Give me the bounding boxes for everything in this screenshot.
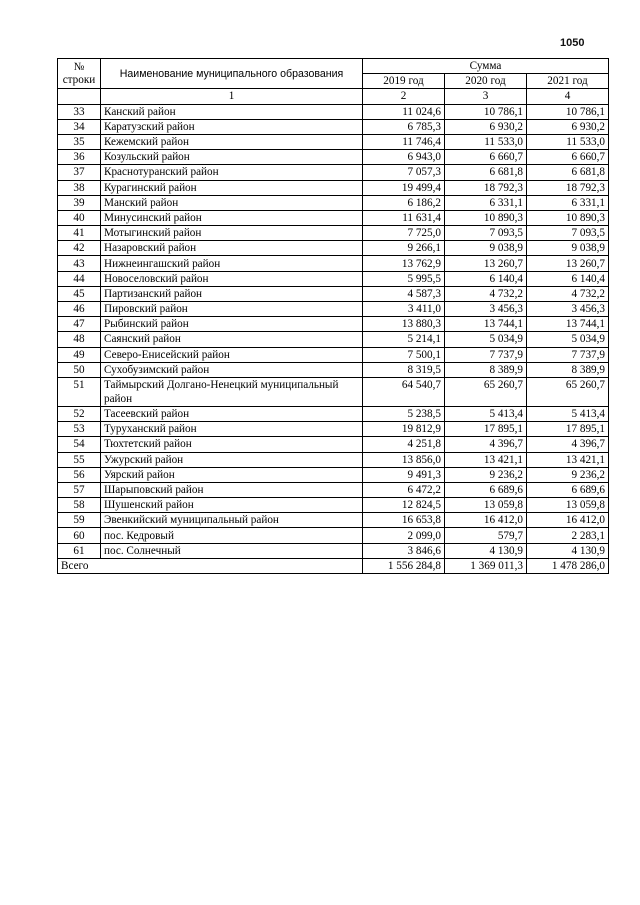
table-row: [58, 210, 609, 225]
row-name: Кежемский район: [101, 134, 363, 149]
total-2019: 1 556 284,8: [363, 558, 445, 573]
table-row: [58, 286, 609, 301]
row-name: Таймырский Долгано-Ненецкий муниципальный район: [101, 377, 363, 406]
row-value-2019: 11 746,4: [363, 134, 445, 149]
row-number: 48: [58, 332, 101, 347]
row-value-2019: 7 500,1: [363, 347, 445, 362]
total-2021: 1 478 286,0: [527, 558, 609, 573]
row-value-2019: 4 587,3: [363, 286, 445, 301]
row-value-2020: 11 533,0: [445, 134, 527, 149]
header-col-index: 1: [101, 89, 363, 104]
row-name: Каратузский район: [101, 119, 363, 134]
row-value-2020: 9 236,2: [445, 467, 527, 482]
row-number: 36: [58, 150, 101, 165]
row-value-2019: 7 057,3: [363, 165, 445, 180]
row-number: 50: [58, 362, 101, 377]
row-number: 60: [58, 528, 101, 543]
row-number: 61: [58, 543, 101, 558]
row-value-2020: 18 792,3: [445, 180, 527, 195]
table-row: [58, 119, 609, 134]
table-row: [58, 165, 609, 180]
row-number: 44: [58, 271, 101, 286]
row-value-2020: 17 895,1: [445, 422, 527, 437]
table-row: [58, 134, 609, 149]
row-number: 59: [58, 513, 101, 528]
row-value-2020: 6 689,6: [445, 482, 527, 497]
row-value-2019: 3 846,6: [363, 543, 445, 558]
row-value-2020: 4 396,7: [445, 437, 527, 452]
row-value-2019: 7 725,0: [363, 226, 445, 241]
table-row: [58, 195, 609, 210]
row-name: Новоселовский район: [101, 271, 363, 286]
row-value-2019: 13 856,0: [363, 452, 445, 467]
row-name: Нижнеингашский район: [101, 256, 363, 271]
row-value-2020: 5 413,4: [445, 406, 527, 421]
row-value-2021: 3 456,3: [527, 302, 609, 317]
row-value-2021: 18 792,3: [527, 180, 609, 195]
row-name: Курагинский район: [101, 180, 363, 195]
row-value-2019: 3 411,0: [363, 302, 445, 317]
row-number: 39: [58, 195, 101, 210]
row-value-2019: 19 812,9: [363, 422, 445, 437]
budget-table: [57, 58, 609, 574]
table-row: [58, 543, 609, 558]
row-value-2019: 64 540,7: [363, 377, 445, 406]
header-col-index: 3: [445, 89, 527, 104]
row-name: Шушенский район: [101, 498, 363, 513]
row-value-2021: 4 130,9: [527, 543, 609, 558]
row-value-2021: 6 660,7: [527, 150, 609, 165]
table-row: [58, 528, 609, 543]
table-row: [58, 302, 609, 317]
row-value-2021: 2 283,1: [527, 528, 609, 543]
row-value-2021: 7 093,5: [527, 226, 609, 241]
row-number: 51: [58, 377, 101, 406]
row-number: 55: [58, 452, 101, 467]
row-value-2021: 9 038,9: [527, 241, 609, 256]
row-value-2021: 13 260,7: [527, 256, 609, 271]
row-name: Сухобузимский район: [101, 362, 363, 377]
row-value-2021: 6 689,6: [527, 482, 609, 497]
row-value-2021: 11 533,0: [527, 134, 609, 149]
row-value-2019: 6 943,0: [363, 150, 445, 165]
row-name: пос. Солнечный: [101, 543, 363, 558]
row-name: Северо-Енисейский район: [101, 347, 363, 362]
row-value-2021: 13 421,1: [527, 452, 609, 467]
row-value-2021: 4 396,7: [527, 437, 609, 452]
row-value-2021: 65 260,7: [527, 377, 609, 406]
row-value-2020: 6 331,1: [445, 195, 527, 210]
table-row: [58, 422, 609, 437]
row-number: 58: [58, 498, 101, 513]
row-value-2021: 16 412,0: [527, 513, 609, 528]
row-value-2020: 6 930,2: [445, 119, 527, 134]
row-value-2021: 10 890,3: [527, 210, 609, 225]
row-name: Манский район: [101, 195, 363, 210]
row-number: 41: [58, 226, 101, 241]
row-value-2020: 6 660,7: [445, 150, 527, 165]
table-row: [58, 482, 609, 497]
row-value-2019: 16 653,8: [363, 513, 445, 528]
row-value-2020: 10 786,1: [445, 104, 527, 119]
header-year-2021: 2021 год: [527, 74, 609, 89]
row-value-2021: 10 786,1: [527, 104, 609, 119]
row-value-2019: 2 099,0: [363, 528, 445, 543]
row-value-2021: 5 413,4: [527, 406, 609, 421]
row-number: 45: [58, 286, 101, 301]
header-col-index: 2: [363, 89, 445, 104]
row-value-2021: 6 140,4: [527, 271, 609, 286]
table-body: [58, 104, 609, 558]
header-year-2019: 2019 год: [363, 74, 445, 89]
row-value-2019: 4 251,8: [363, 437, 445, 452]
row-name: Канский район: [101, 104, 363, 119]
table-row: [58, 104, 609, 119]
table-row: [58, 498, 609, 513]
table-row: [58, 180, 609, 195]
row-name: Саянский район: [101, 332, 363, 347]
row-number: 52: [58, 406, 101, 421]
row-number: 47: [58, 317, 101, 332]
row-value-2019: 8 319,5: [363, 362, 445, 377]
row-name: пос. Кедровый: [101, 528, 363, 543]
row-number: 33: [58, 104, 101, 119]
row-value-2020: 7 093,5: [445, 226, 527, 241]
row-value-2020: 6 681,8: [445, 165, 527, 180]
row-value-2020: 13 260,7: [445, 256, 527, 271]
row-number: 34: [58, 119, 101, 134]
row-value-2020: 4 130,9: [445, 543, 527, 558]
table-row: [58, 271, 609, 286]
row-name: Партизанский район: [101, 286, 363, 301]
row-value-2021: 7 737,9: [527, 347, 609, 362]
row-name: Козульский район: [101, 150, 363, 165]
page-number: 1050: [560, 37, 585, 49]
row-name: Тюхтетский район: [101, 437, 363, 452]
row-value-2021: 6 331,1: [527, 195, 609, 210]
header-sum: Сумма: [363, 59, 609, 74]
table-header: [58, 59, 609, 105]
row-value-2021: 5 034,9: [527, 332, 609, 347]
table-row: [58, 452, 609, 467]
row-value-2019: 5 214,1: [363, 332, 445, 347]
row-value-2019: 5 995,5: [363, 271, 445, 286]
table-row: [58, 317, 609, 332]
row-name: Краснотуранский район: [101, 165, 363, 180]
header-name: Наименование муниципального образования: [101, 59, 363, 89]
row-value-2019: 6 785,3: [363, 119, 445, 134]
row-name: Минусинский район: [101, 210, 363, 225]
row-name: Рыбинский район: [101, 317, 363, 332]
row-value-2021: 17 895,1: [527, 422, 609, 437]
table-row: [58, 241, 609, 256]
row-name: Эвенкийский муниципальный район: [101, 513, 363, 528]
table-row: [58, 256, 609, 271]
header-col-index: 4: [527, 89, 609, 104]
row-name: Пировский район: [101, 302, 363, 317]
row-name: Тасеевский район: [101, 406, 363, 421]
row-value-2020: 13 744,1: [445, 317, 527, 332]
row-value-2020: 9 038,9: [445, 241, 527, 256]
row-value-2019: 13 762,9: [363, 256, 445, 271]
table-row: [58, 347, 609, 362]
row-value-2020: 6 140,4: [445, 271, 527, 286]
row-number: 54: [58, 437, 101, 452]
row-value-2020: 7 737,9: [445, 347, 527, 362]
total-2020: 1 369 011,3: [445, 558, 527, 573]
row-value-2019: 5 238,5: [363, 406, 445, 421]
row-value-2019: 13 880,3: [363, 317, 445, 332]
table-row: [58, 406, 609, 421]
row-name: Ужурский район: [101, 452, 363, 467]
row-value-2020: 13 421,1: [445, 452, 527, 467]
header-year-2020: 2020 год: [445, 74, 527, 89]
row-value-2020: 8 389,9: [445, 362, 527, 377]
row-value-2020: 5 034,9: [445, 332, 527, 347]
row-value-2019: 19 499,4: [363, 180, 445, 195]
header-row-number: № строки: [58, 59, 101, 89]
row-value-2019: 6 472,2: [363, 482, 445, 497]
table-row: [58, 437, 609, 452]
total-row: [58, 558, 609, 573]
row-value-2020: 10 890,3: [445, 210, 527, 225]
row-value-2020: 16 412,0: [445, 513, 527, 528]
row-value-2020: 65 260,7: [445, 377, 527, 406]
row-number: 37: [58, 165, 101, 180]
row-value-2019: 11 024,6: [363, 104, 445, 119]
row-value-2021: 13 744,1: [527, 317, 609, 332]
row-value-2021: 6 930,2: [527, 119, 609, 134]
table-row: [58, 226, 609, 241]
row-value-2021: 13 059,8: [527, 498, 609, 513]
row-name: Уярский район: [101, 467, 363, 482]
table-row: [58, 362, 609, 377]
row-number: 46: [58, 302, 101, 317]
row-value-2020: 3 456,3: [445, 302, 527, 317]
row-name: Мотыгинский район: [101, 226, 363, 241]
table-row: [58, 467, 609, 482]
row-value-2020: 4 732,2: [445, 286, 527, 301]
row-number: 43: [58, 256, 101, 271]
row-value-2020: 579,7: [445, 528, 527, 543]
row-value-2019: 12 824,5: [363, 498, 445, 513]
row-number: 42: [58, 241, 101, 256]
total-label: Всего: [58, 558, 363, 573]
row-name: Туруханский район: [101, 422, 363, 437]
row-value-2021: 4 732,2: [527, 286, 609, 301]
header-col-index: [58, 89, 101, 104]
table-row: [58, 377, 609, 406]
table-row: [58, 150, 609, 165]
row-value-2019: 9 491,3: [363, 467, 445, 482]
row-number: 35: [58, 134, 101, 149]
row-number: 40: [58, 210, 101, 225]
row-value-2020: 13 059,8: [445, 498, 527, 513]
table-row: [58, 332, 609, 347]
row-number: 38: [58, 180, 101, 195]
row-value-2021: 8 389,9: [527, 362, 609, 377]
row-number: 57: [58, 482, 101, 497]
row-value-2019: 9 266,1: [363, 241, 445, 256]
row-number: 56: [58, 467, 101, 482]
row-value-2019: 6 186,2: [363, 195, 445, 210]
row-value-2021: 9 236,2: [527, 467, 609, 482]
row-name: Назаровский район: [101, 241, 363, 256]
row-value-2021: 6 681,8: [527, 165, 609, 180]
row-value-2019: 11 631,4: [363, 210, 445, 225]
table-row: [58, 513, 609, 528]
row-number: 53: [58, 422, 101, 437]
row-name: Шарыповский район: [101, 482, 363, 497]
row-number: 49: [58, 347, 101, 362]
